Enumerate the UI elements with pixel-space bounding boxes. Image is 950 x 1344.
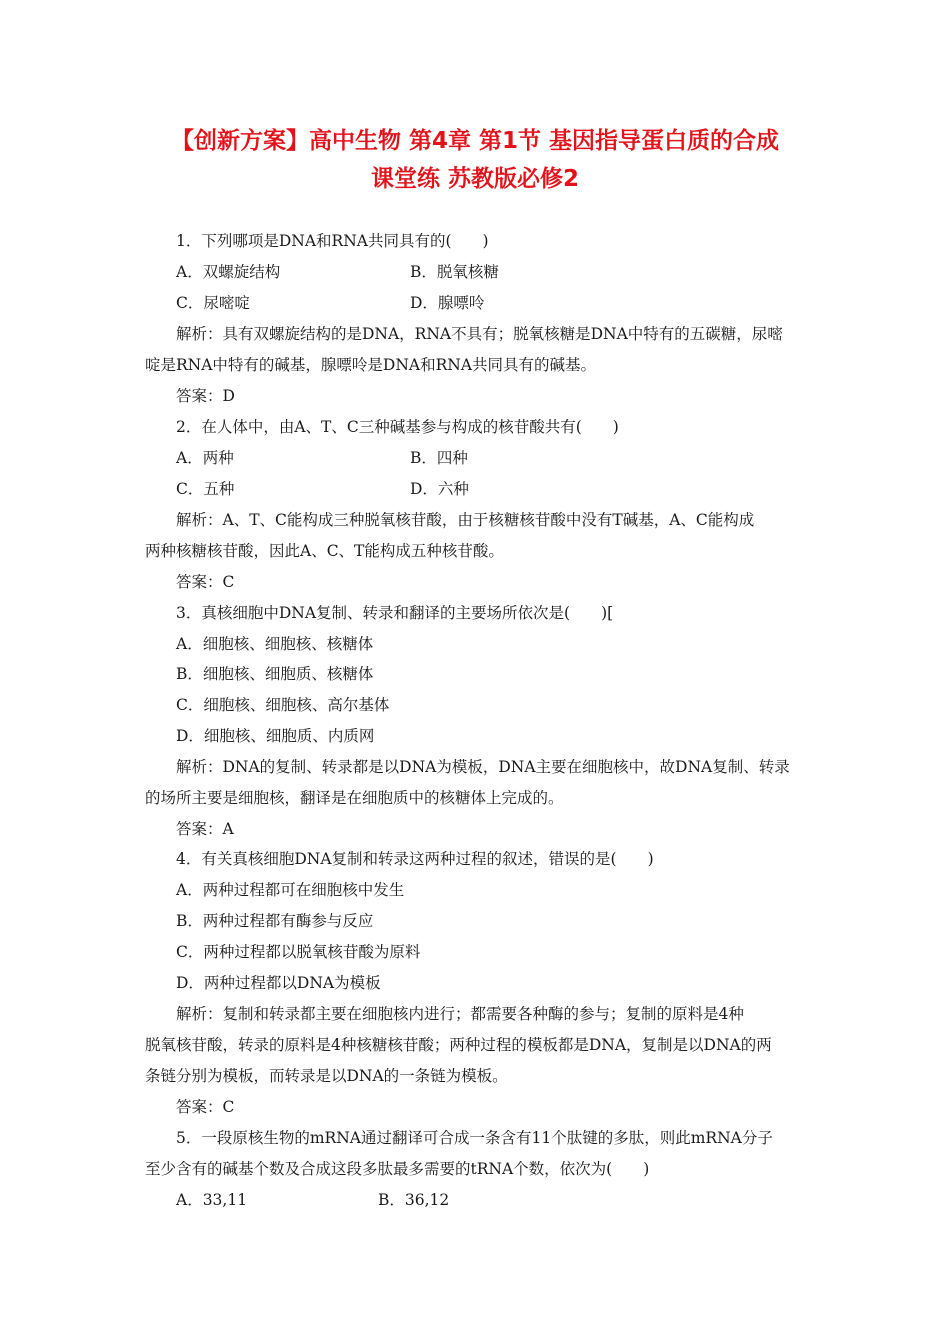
q3-option-c: C．细胞核、细胞核、高尔基体 [176,696,390,714]
document-title-line-2: 课堂练 苏教版必修2 [370,166,579,192]
q1-answer: 答案：D [176,387,235,405]
q4-option-d: D．两种过程都以DNA为模板 [176,974,381,992]
q4-option-c: C．两种过程都以脱氧核苷酸为原料 [176,943,421,961]
q3-option-d: D．细胞核、细胞质、内质网 [176,727,375,745]
q4-option-a: A．两种过程都可在细胞核中发生 [176,881,405,899]
q3-explanation-1: 解析：DNA的复制、转录都是以DNA为模板，DNA主要在细胞核中，故DNA复制、转录 [176,758,790,776]
q5-option-b: B．36,12 [378,1191,450,1209]
q3-stem: 3．真核细胞中DNA复制、转录和翻译的主要场所依次是( )[ [176,604,614,622]
q4-explanation-1: 解析：复制和转录都主要在细胞核内进行；都需要各种酶的参与；复制的原料是4种 [176,1005,744,1023]
q2-option-a: A．两种 [176,449,234,467]
q3-answer: 答案：A [176,820,234,838]
q5-option-a: A．33,11 [176,1191,248,1209]
q1-option-a: A．双螺旋结构 [176,263,281,281]
q4-explanation-3: 条链分别为模板，而转录是以DNA的一条链为模板。 [145,1067,508,1085]
q1-option-d: D．腺嘌呤 [410,294,485,312]
q1-stem: 1．下列哪项是DNA和RNA共同具有的( ) [176,232,489,250]
q2-option-c: C．五种 [176,480,235,498]
document-title-line-1: 【创新方案】高中生物 第4章 第1节 基因指导蛋白质的合成 [170,128,780,154]
q3-option-b: B．细胞核、细胞质、核糖体 [176,665,374,683]
q2-explanation-1: 解析：A、T、C能构成三种脱氧核苷酸，由于核糖核苷酸中没有T碱基，A、C能构成 [176,511,755,529]
q4-option-b: B．两种过程都有酶参与反应 [176,912,374,930]
q4-explanation-2: 脱氧核苷酸，转录的原料是4种核糖核苷酸；两种过程的模板都是DNA，复制是以DNA的两 [145,1036,772,1054]
q1-option-b: B．脱氧核糖 [410,263,499,281]
q3-explanation-2: 的场所主要是细胞核，翻译是在细胞质中的核糖体上完成的。 [145,789,564,807]
q4-answer: 答案：C [176,1098,235,1116]
q5-stem-1: 5．一段原核生物的mRNA通过翻译可合成一条含有11个肽键的多肽，则此mRNA分子 [176,1129,773,1147]
q2-explanation-2: 两种核糖核苷酸，因此A、C、T能构成五种核苷酸。 [145,542,504,560]
q1-option-c: C．尿嘧啶 [176,294,250,312]
q1-explanation-2: 啶是RNA中特有的碱基，腺嘌呤是DNA和RNA共同具有的碱基。 [145,356,597,374]
q2-option-d: D．六种 [410,480,469,498]
q2-stem: 2．在人体中，由A、T、C三种碱基参与构成的核苷酸共有( ) [176,418,619,436]
q3-option-a: A．细胞核、细胞核、核糖体 [176,635,374,653]
q2-answer: 答案：C [176,573,235,591]
q2-option-b: B．四种 [410,449,468,467]
q5-stem-2: 至少含有的碱基个数及合成这段多肽最多需要的tRNA个数，依次为( ) [145,1160,650,1178]
q4-stem: 4．有关真核细胞DNA复制和转录这两种过程的叙述，错误的是( ) [176,850,654,868]
q1-explanation-1: 解析：具有双螺旋结构的是DNA，RNA不具有；脱氧核糖是DNA中特有的五碳糖，尿嘧 [176,325,783,343]
